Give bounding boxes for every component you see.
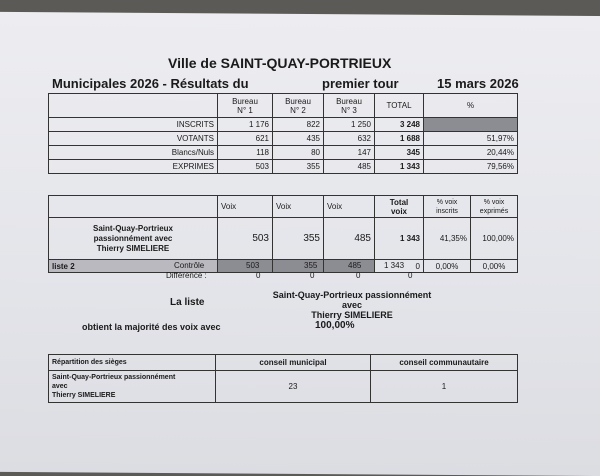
election-label: Municipales 2026 - Résultats du <box>52 76 249 91</box>
seats-communautaire: 1 <box>371 371 518 403</box>
seats-list-name: Saint-Quay-Portrieux passionnément avec Thierry SIMELIERE <box>49 371 216 403</box>
table-row: liste 2 0 0,00% 0,00% <box>49 260 518 273</box>
table-row: Saint-Quay-Portrieux passionnément avec Thierry SIMELIERE 503 355 485 1 343 41,35% 100,00% <box>49 218 518 260</box>
header-percent: % <box>424 94 518 118</box>
table-row: EXPRIMES 503 355 485 1 343 79,56% <box>49 160 518 174</box>
table-row: VOTANTS 621 435 632 1 688 51,97% <box>49 132 518 146</box>
seats-header: Répartition des sièges <box>49 355 216 371</box>
table-row: Blancs/Nuls 118 80 147 345 20,44% <box>49 146 518 160</box>
table-row: INSCRITS 1 176 822 1 250 3 248 <box>49 118 518 132</box>
header-bureau-2: Bureau N° 2 <box>273 94 324 118</box>
header-bureau-3: Bureau N° 3 <box>324 94 375 118</box>
header-pct-exprimes: % voix exprimés <box>471 196 518 218</box>
header-conseil-municipal: conseil municipal <box>216 355 371 371</box>
list-1-name: Saint-Quay-Portrieux passionnément avec Thierry SIMELIERE <box>49 218 218 260</box>
la-liste-label: La liste <box>170 297 205 308</box>
list-2-name: liste 2 <box>49 260 218 273</box>
header-total: TOTAL <box>375 94 424 118</box>
header-bureau-1: Bureau N° 1 <box>218 94 273 118</box>
round-label: premier tour <box>322 76 399 91</box>
seats-municipal: 23 <box>216 371 371 403</box>
control-label: Contrôle <box>174 261 205 270</box>
majority-percent: 100,00% <box>315 320 355 331</box>
difference-label: Différence : <box>166 271 207 280</box>
winning-list: Saint-Quay-Portrieux passionnément avec Thierry SIMELIERE <box>272 290 432 320</box>
header-voix-1: Voix <box>218 196 273 218</box>
majority-text: obtient la majorité des voix avec <box>82 322 221 332</box>
header-conseil-communautaire: conseil communautaire <box>371 355 518 371</box>
header-total-voix: Total voix <box>375 196 424 218</box>
document-title: Ville de SAINT-QUAY-PORTRIEUX <box>168 55 392 71</box>
votes-table <box>48 195 518 273</box>
header-voix-3: Voix <box>324 196 375 218</box>
election-date: 15 mars 2026 <box>437 76 519 91</box>
seats-table <box>48 354 518 403</box>
header-voix-2: Voix <box>273 196 324 218</box>
turnout-table <box>48 93 518 174</box>
header-pct-inscrits: % voix inscrits <box>424 196 471 218</box>
table-row <box>49 371 518 403</box>
